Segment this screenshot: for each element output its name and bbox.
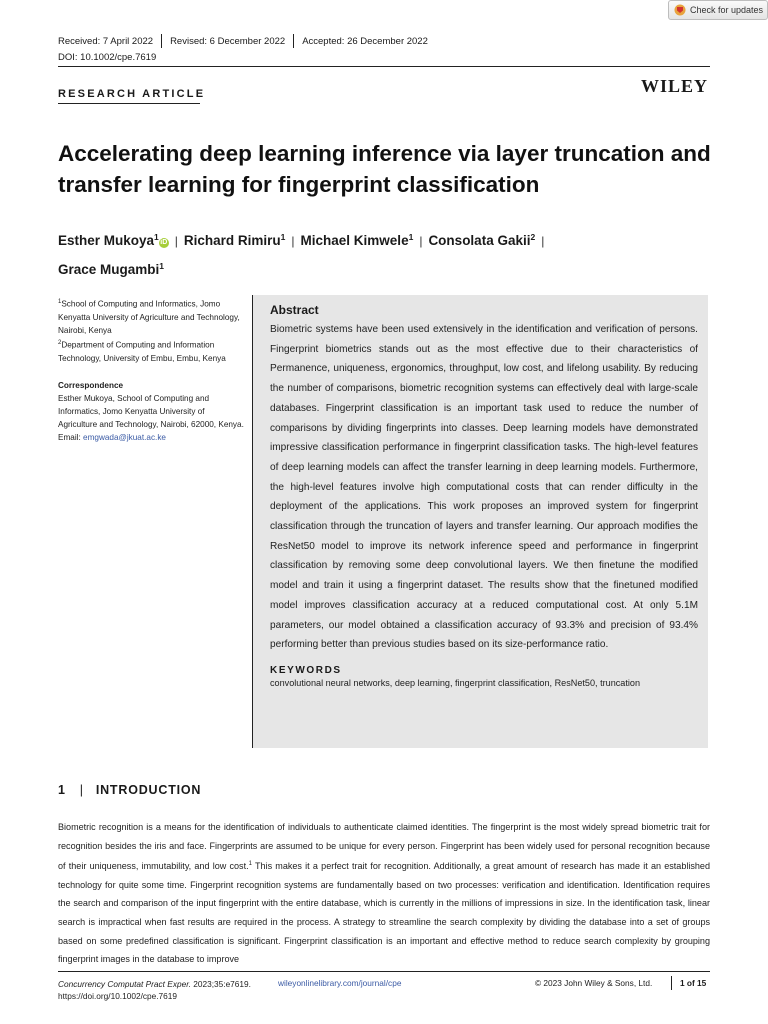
check-for-updates-label: Check for updates bbox=[690, 5, 764, 15]
author-affiliation-mark: 1 bbox=[280, 232, 286, 242]
footer-doi[interactable]: https://doi.org/10.1002/cpe.7619 bbox=[58, 991, 178, 1001]
author-affiliation-mark: 2 bbox=[530, 232, 536, 242]
copyright: © 2023 John Wiley & Sons, Ltd. bbox=[535, 978, 653, 988]
author-name[interactable]: Richard Rimiru bbox=[183, 233, 281, 248]
header-rule bbox=[58, 66, 710, 67]
author-name[interactable]: Consolata Gakii bbox=[428, 233, 531, 248]
abstract-box bbox=[252, 295, 708, 748]
author-affiliation-mark: 1 bbox=[408, 232, 414, 242]
author-list bbox=[58, 225, 698, 282]
intro-paragraph bbox=[58, 818, 710, 969]
article-type-rule bbox=[58, 103, 200, 104]
divider bbox=[293, 34, 294, 48]
intro-text: Biometric recognition is a means for the identification of individuals to authenticate claimed identities. The fingerprint is the most widely spread biometric trait for recognition besides the iris and face. Fingerprints are assumed to be unique for every person. Fingerprint has been widely used for personal recognition because of their uniqueness, immutability, and low cost. bbox=[58, 822, 710, 872]
affiliation-mark: 2 bbox=[58, 340, 62, 346]
crossmark-icon bbox=[674, 4, 686, 16]
author-separator: | bbox=[541, 234, 545, 248]
email-link[interactable]: emgwada@jkuat.ac.ke bbox=[83, 433, 166, 442]
divider bbox=[161, 34, 162, 48]
correspondence-email-line bbox=[58, 431, 244, 444]
received-date: Received: 7 April 2022 bbox=[58, 35, 154, 47]
article-type: RESEARCH ARTICLE bbox=[58, 88, 206, 100]
intro-text: This makes it a perfect trait for recognition. Additionally, a great amount of research has made it an established technology for quite some time. Fingerprint recognition systems are fundamentally based on two processes: verification and identification. Identification requires the search and comparison of the input fingerprint with the entire database, which is currently in the millions of impressions in size. In the identification task, linear search is impractical when fast results are required in the process. A strategy to streamline the search complexity by dividing the database into a set of groups based on some predefined classification is significant. Fingerprint classification is an important and effective method to reduce search complexity by grouping fingerprint images in the database to improve bbox=[58, 861, 710, 965]
section-separator: | bbox=[79, 783, 84, 797]
author-name[interactable]: Michael Kimwele bbox=[300, 233, 409, 248]
section-title: INTRODUCTION bbox=[95, 783, 202, 797]
correspondence bbox=[58, 379, 244, 444]
abstract-text: Biometric systems have been used extensively in the identification and verification of persons. Fingerprint biometrics stands out as the most effective due to their characteristics of Permanence, uniqueness, ergonomics, throughput, low cost, and lifelong usability. By reducing the number of comparisons, biometric recognition systems can effectively deal with large-scale databases. Fingerprint classification is an important task used to reduce the number of comparisons by dividing fingerprints into classes. Deep learning models have demonstrated impressive classification performance in fingerprint classification tasks. The high-level features of deep learning models can affect the transfer learning in deep learning models. Furthermore, the high-level features involve high computational costs that can render difficulty in the deployment of the applications. This work proposes an improved system for fingerprint classification through the truncation of layers and transfer learning. Our approach modifies the ResNet50 model to improve its network inference speed and performance in fingerprint classification by removing some deep convolutional layers. We then finetune the modified model and train it using a fingerprint dataset. The results show that the finetuned modified model improves classification accuracy at a reduced computational cost. At only 5.1M parameters, our model obtained a classification accuracy of 93.3% and precision of 93.4% performing better than previous studies based on its size-performance ratio. bbox=[270, 324, 698, 651]
section-number: 1 bbox=[58, 783, 66, 797]
divider bbox=[671, 976, 672, 990]
history-dates bbox=[58, 34, 428, 48]
journal-name: Concurrency Computat Pract Exper. bbox=[58, 979, 191, 989]
keywords-heading: KEYWORDS bbox=[270, 664, 342, 676]
section-heading bbox=[58, 783, 201, 797]
author-affiliation-mark: 1 bbox=[154, 232, 159, 242]
affiliation bbox=[58, 337, 244, 365]
affiliation-text: Department of Computing and Information Technology, University of Embu, Embu, Kenya bbox=[58, 340, 226, 363]
author-name[interactable]: Esther Mukoya bbox=[58, 233, 155, 248]
article-title: Accelerating deep learning inference via layer truncation and transfer learning for fingerprint classification bbox=[58, 141, 711, 197]
revised-date: Revised: 6 December 2022 bbox=[170, 35, 286, 47]
correspondence-text: Esther Mukoya, School of Computing and Informatics, Jomo Kenyatta University of Agriculture and Technology, Nairobi, 62000, Kenya. bbox=[58, 394, 244, 429]
affiliation bbox=[58, 296, 244, 337]
author-name[interactable]: Grace Mugambi bbox=[58, 262, 160, 277]
doi: DOI: 10.1002/cpe.7619 bbox=[58, 52, 157, 63]
author-separator: | bbox=[174, 234, 178, 248]
correspondence-heading: Correspondence bbox=[58, 381, 124, 390]
accepted-date: Accepted: 26 December 2022 bbox=[302, 35, 428, 47]
citation-text: 2023;35:e7619. bbox=[190, 979, 251, 989]
author-separator: | bbox=[419, 234, 423, 248]
author-affiliation-mark: 1 bbox=[159, 261, 165, 271]
footer-rule bbox=[58, 971, 710, 972]
journal-site-link[interactable]: wileyonlinelibrary.com/journal/cpe bbox=[278, 978, 402, 988]
email-label: Email: bbox=[58, 433, 84, 442]
keywords-list: convolutional neural networks, deep learning, fingerprint classification, ResNet50, truncation bbox=[270, 677, 641, 688]
affiliation-text: School of Computing and Informatics, Jomo Kenyatta University of Agriculture and Technology, Nairobi, Kenya bbox=[58, 299, 240, 335]
affiliation-mark: 1 bbox=[58, 299, 62, 305]
check-for-updates-button[interactable] bbox=[668, 0, 768, 20]
citation-link[interactable]: 1 bbox=[248, 861, 252, 868]
author-separator: | bbox=[291, 234, 295, 248]
orcid-icon[interactable]: iD bbox=[160, 239, 168, 246]
footer-citation bbox=[58, 978, 251, 1002]
abstract-heading: Abstract bbox=[270, 303, 319, 317]
publisher-logo: WILEY bbox=[640, 76, 708, 96]
page-number: 1 of 15 bbox=[680, 978, 707, 988]
